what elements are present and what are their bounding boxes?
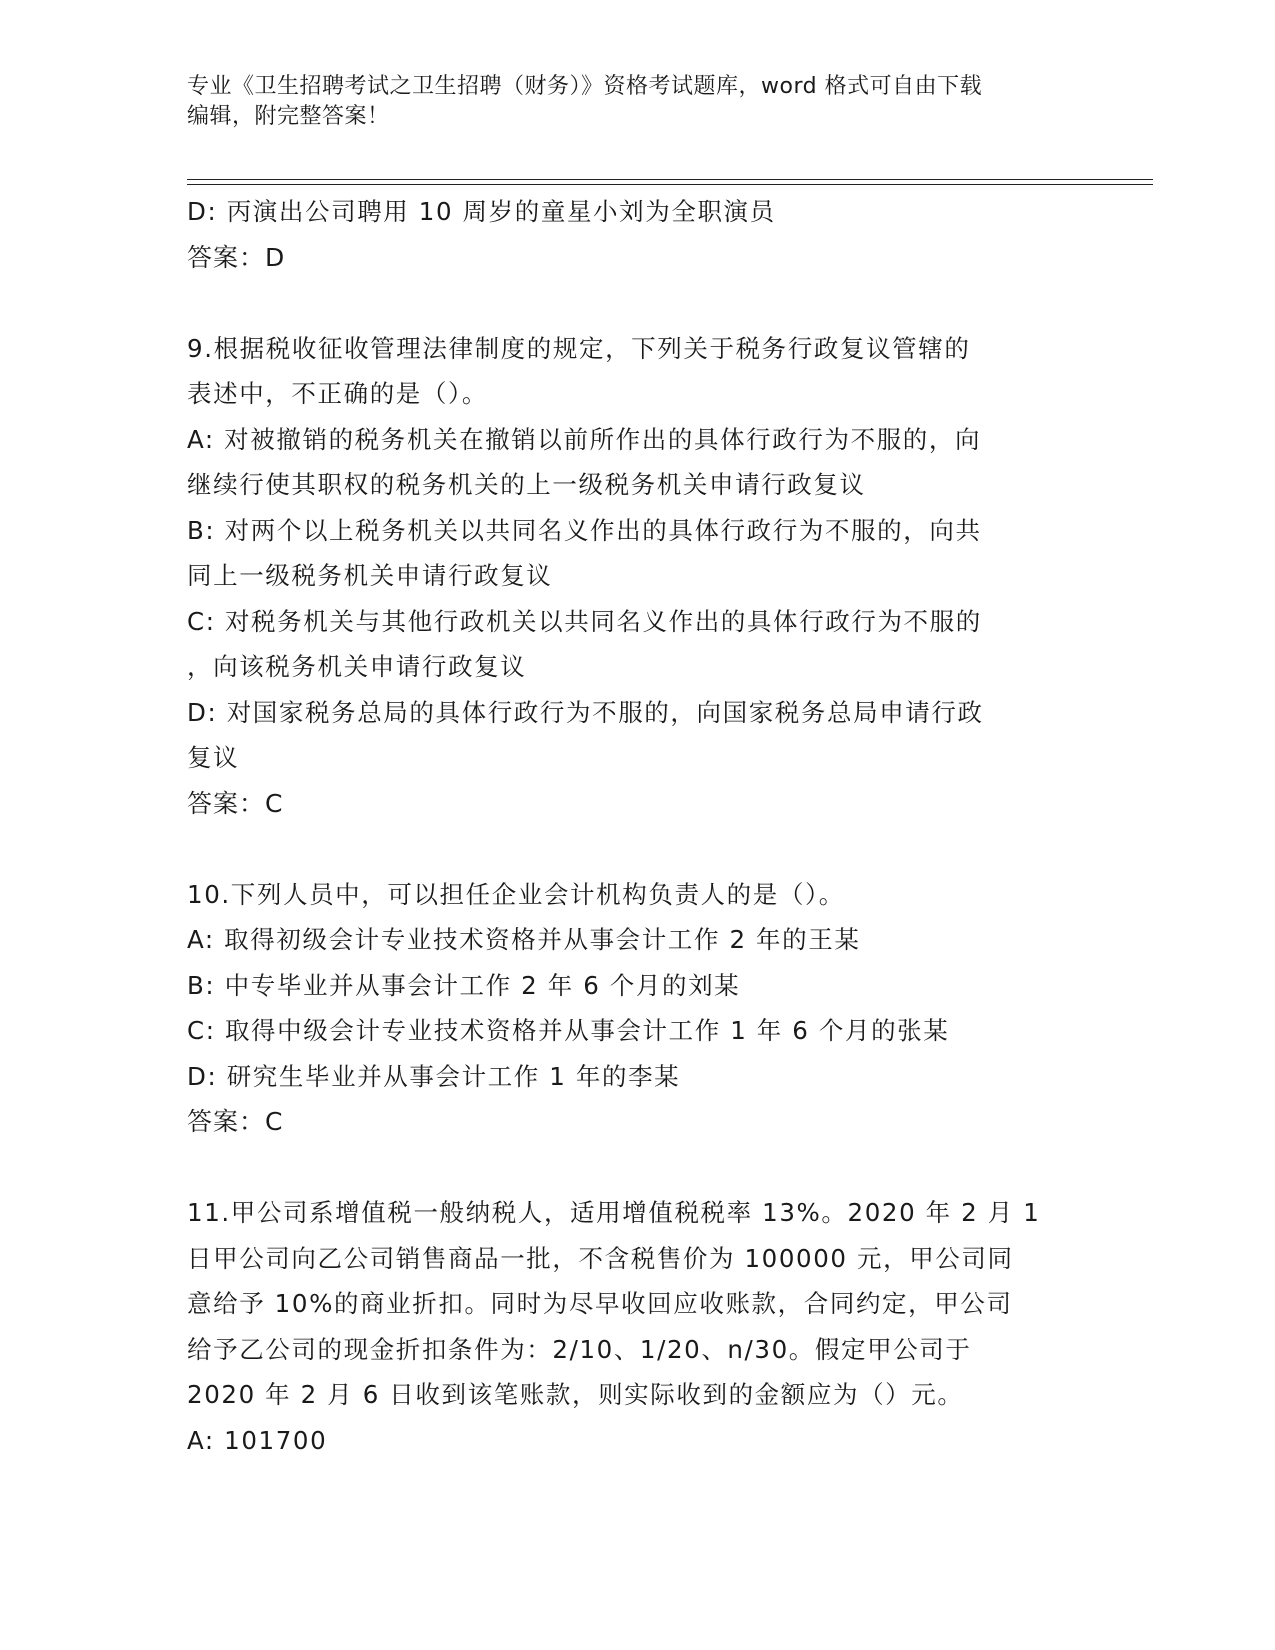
q9-answer: 答案：C (187, 788, 284, 818)
header-line-2: 编辑，附完整答案！ (187, 104, 390, 129)
q11-stem-line-2: 日甲公司向乙公司销售商品一批，不含税售价为 100000 元，甲公司同 (187, 1243, 1014, 1273)
header-line-1: 专业《卫生招聘考试之卫生招聘（财务）》资格考试题库，word 格式可自由下载 (187, 74, 983, 99)
q10-option-c: C: 取得中级会计专业技术资格并从事会计工作 1 年 6 个月的张某 (187, 1016, 950, 1045)
q10-option-d: D: 研究生毕业并从事会计工作 1 年的李某 (187, 1061, 681, 1091)
question-8-tail (187, 189, 1087, 280)
question-content (187, 189, 1087, 1463)
q9-stem-line-2: 表述中，不正确的是（）。 (187, 379, 488, 408)
q11-stem-line-3: 意给予 10%的商业折扣。同时为尽早收回应收账款，合同约定，甲公司 (187, 1289, 1013, 1318)
document-header (187, 72, 1087, 132)
spacer (187, 826, 1087, 872)
q11-stem-line-1: 11.甲公司系增值税一般纳税人，适用增值税税率 13%。2020 年 2 月 1 (187, 1198, 1041, 1227)
q9-stem-line-1: 9.根据税收征收管理法律制度的规定，下列关于税务行政复议管辖的 (187, 333, 971, 363)
q11-stem-line-4: 给予乙公司的现金折扣条件为：2/10、1/20、n/30。假定甲公司于 (187, 1334, 972, 1364)
q9-option-c-line-2: ，向该税务机关申请行政复议 (187, 652, 527, 681)
q9-option-c-line-1: C: 对税务机关与其他行政机关以共同名义作出的具体行政行为不服的 (187, 606, 982, 636)
spacer (187, 280, 1087, 326)
question-11 (187, 1190, 1087, 1463)
spacer (187, 1145, 1087, 1191)
q10-answer: 答案：C (187, 1107, 284, 1136)
header-divider-bottom (187, 184, 1153, 185)
q9-option-b-line-1: B: 对两个以上税务机关以共同名义作出的具体行政行为不服的，向共 (187, 515, 982, 545)
q9-option-b-line-2: 同上一级税务机关申请行政复议 (187, 561, 553, 590)
question-9 (187, 326, 1087, 827)
q11-option-a: A: 101700 (187, 1425, 328, 1455)
q8-answer: 答案：D (187, 242, 286, 272)
q8-option-d: D: 丙演出公司聘用 10 周岁的童星小刘为全职演员 (187, 197, 776, 226)
q9-option-a-line-2: 继续行使其职权的税务机关的上一级税务机关申请行政复议 (187, 470, 866, 499)
question-10 (187, 872, 1087, 1145)
q9-option-d-line-1: D: 对国家税务总局的具体行政行为不服的，向国家税务总局申请行政 (187, 697, 984, 727)
q10-option-a: A: 取得初级会计专业技术资格并从事会计工作 2 年的王某 (187, 925, 861, 954)
q9-option-d-line-2: 复议 (187, 743, 240, 772)
header-divider-top (187, 179, 1153, 180)
q10-option-b: B: 中专毕业并从事会计工作 2 年 6 个月的刘某 (187, 970, 741, 1000)
q10-stem: 10.下列人员中，可以担任企业会计机构负责人的是（）。 (187, 879, 845, 909)
q11-stem-line-5: 2020 年 2 月 6 日收到该笔账款，则实际收到的金额应为（）元。 (187, 1380, 964, 1409)
q9-option-a-line-1: A: 对被撤销的税务机关在撤销以前所作出的具体行政行为不服的，向 (187, 424, 982, 454)
